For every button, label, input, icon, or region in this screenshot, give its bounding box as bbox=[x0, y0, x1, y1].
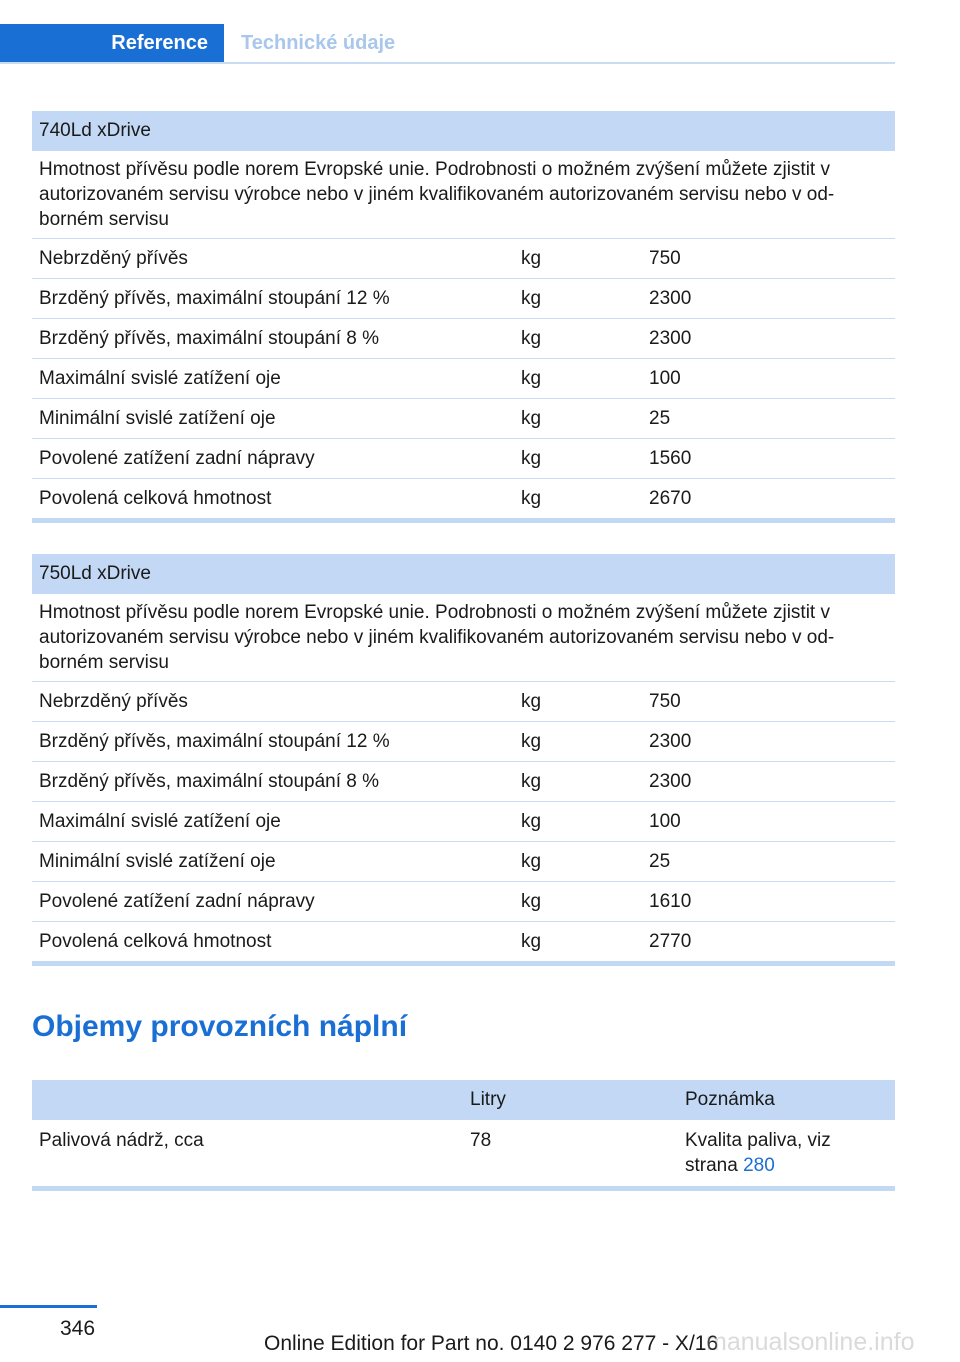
page-number: 346 bbox=[60, 1317, 96, 1340]
table-description-row bbox=[32, 151, 895, 239]
row-unit: kg bbox=[514, 479, 642, 521]
row-label: Palivová nádrž, cca bbox=[32, 1120, 463, 1189]
column-header-item bbox=[32, 1080, 463, 1120]
table-row bbox=[32, 239, 895, 279]
row-note bbox=[678, 1120, 895, 1189]
spec-table-750ld bbox=[32, 554, 895, 966]
row-value: 25 bbox=[642, 399, 895, 439]
row-label: Brzděný přívěs, maximální stoupání 12 % bbox=[32, 722, 514, 762]
row-unit: kg bbox=[514, 399, 642, 439]
page-link[interactable]: 280 bbox=[743, 1155, 775, 1176]
row-unit: kg bbox=[514, 359, 642, 399]
row-value: 100 bbox=[642, 802, 895, 842]
table-row bbox=[32, 762, 895, 802]
page-number-rule bbox=[0, 1305, 97, 1308]
row-value: 25 bbox=[642, 842, 895, 882]
footer-edition: Online Edition for Part no. 0140 2 976 277 - X/16 bbox=[264, 1332, 719, 1355]
tab-bar bbox=[0, 24, 895, 64]
row-label: Brzděný přívěs, maximální stoupání 8 % bbox=[32, 762, 514, 802]
row-value: 1560 bbox=[642, 439, 895, 479]
table-row bbox=[32, 802, 895, 842]
row-value: 2300 bbox=[642, 722, 895, 762]
row-label: Povolené zatížení zadní nápravy bbox=[32, 882, 514, 922]
row-label: Nebrzděný přívěs bbox=[32, 239, 514, 279]
table-header-row bbox=[32, 554, 895, 594]
section-heading: Objemy provozních náplní bbox=[32, 1010, 408, 1043]
table-row bbox=[32, 882, 895, 922]
row-unit: kg bbox=[514, 439, 642, 479]
row-value: 1610 bbox=[642, 882, 895, 922]
column-header-liters: Litry bbox=[463, 1080, 678, 1120]
row-label: Minimální svislé zatížení oje bbox=[32, 399, 514, 439]
row-unit: kg bbox=[514, 802, 642, 842]
tab-technical-data[interactable]: Technické údaje bbox=[241, 32, 396, 54]
row-unit: kg bbox=[514, 239, 642, 279]
row-value: 750 bbox=[642, 239, 895, 279]
row-unit: kg bbox=[514, 842, 642, 882]
row-value: 2300 bbox=[642, 279, 895, 319]
table-description-row bbox=[32, 594, 895, 682]
row-value: 2300 bbox=[642, 762, 895, 802]
row-label: Brzděný přívěs, maximální stoupání 12 % bbox=[32, 279, 514, 319]
table-row bbox=[32, 842, 895, 882]
watermark: manualsonline.info bbox=[706, 1328, 915, 1356]
table-row bbox=[32, 439, 895, 479]
row-label: Povolené zatížení zadní nápravy bbox=[32, 439, 514, 479]
tab-reference[interactable]: Reference bbox=[0, 24, 224, 62]
table-row bbox=[32, 359, 895, 399]
row-value: 2770 bbox=[642, 922, 895, 964]
row-unit: kg bbox=[514, 722, 642, 762]
row-label: Nebrzděný přívěs bbox=[32, 682, 514, 722]
row-value: 100 bbox=[642, 359, 895, 399]
row-label: Povolená celková hmotnost bbox=[32, 479, 514, 521]
row-label: Brzděný přívěs, maximální stoupání 8 % bbox=[32, 319, 514, 359]
table-row bbox=[32, 722, 895, 762]
column-header-note: Poznámka bbox=[678, 1080, 895, 1120]
row-value: 750 bbox=[642, 682, 895, 722]
table-row bbox=[32, 479, 895, 521]
row-value: 78 bbox=[463, 1120, 678, 1189]
row-unit: kg bbox=[514, 279, 642, 319]
table-description: Hmotnost přívěsu podle norem Evropské unie. Podrobnosti o možném zvýšení můžete zjistit v autorizovaném servisu výrobce nebo v jiném kvalifikovaném autorizovaném servisu nebo v od-borném servisu bbox=[32, 594, 895, 682]
table-header-row bbox=[32, 1080, 895, 1120]
row-unit: kg bbox=[514, 682, 642, 722]
table-row bbox=[32, 319, 895, 359]
table-header-row bbox=[32, 111, 895, 151]
row-value: 2300 bbox=[642, 319, 895, 359]
row-unit: kg bbox=[514, 319, 642, 359]
note-text: Kvalita paliva, viz strana bbox=[685, 1130, 831, 1176]
table-row bbox=[32, 922, 895, 964]
table-row bbox=[32, 1120, 895, 1189]
spec-table-740ld bbox=[32, 111, 895, 523]
fill-capacities-table bbox=[32, 1080, 895, 1191]
table-description: Hmotnost přívěsu podle norem Evropské unie. Podrobnosti o možném zvýšení můžete zjistit v autorizovaném servisu výrobce nebo v jiném kvalifikovaném autorizovaném servisu nebo v od-borném servisu bbox=[32, 151, 895, 239]
model-title: 750Ld xDrive bbox=[32, 554, 895, 594]
row-label: Povolená celková hmotnost bbox=[32, 922, 514, 964]
row-label: Maximální svislé zatížení oje bbox=[32, 802, 514, 842]
model-title: 740Ld xDrive bbox=[32, 111, 895, 151]
table-row bbox=[32, 682, 895, 722]
row-unit: kg bbox=[514, 922, 642, 964]
row-value: 2670 bbox=[642, 479, 895, 521]
row-label: Minimální svislé zatížení oje bbox=[32, 842, 514, 882]
table-row bbox=[32, 279, 895, 319]
row-unit: kg bbox=[514, 882, 642, 922]
row-unit: kg bbox=[514, 762, 642, 802]
table-row bbox=[32, 399, 895, 439]
row-label: Maximální svislé zatížení oje bbox=[32, 359, 514, 399]
